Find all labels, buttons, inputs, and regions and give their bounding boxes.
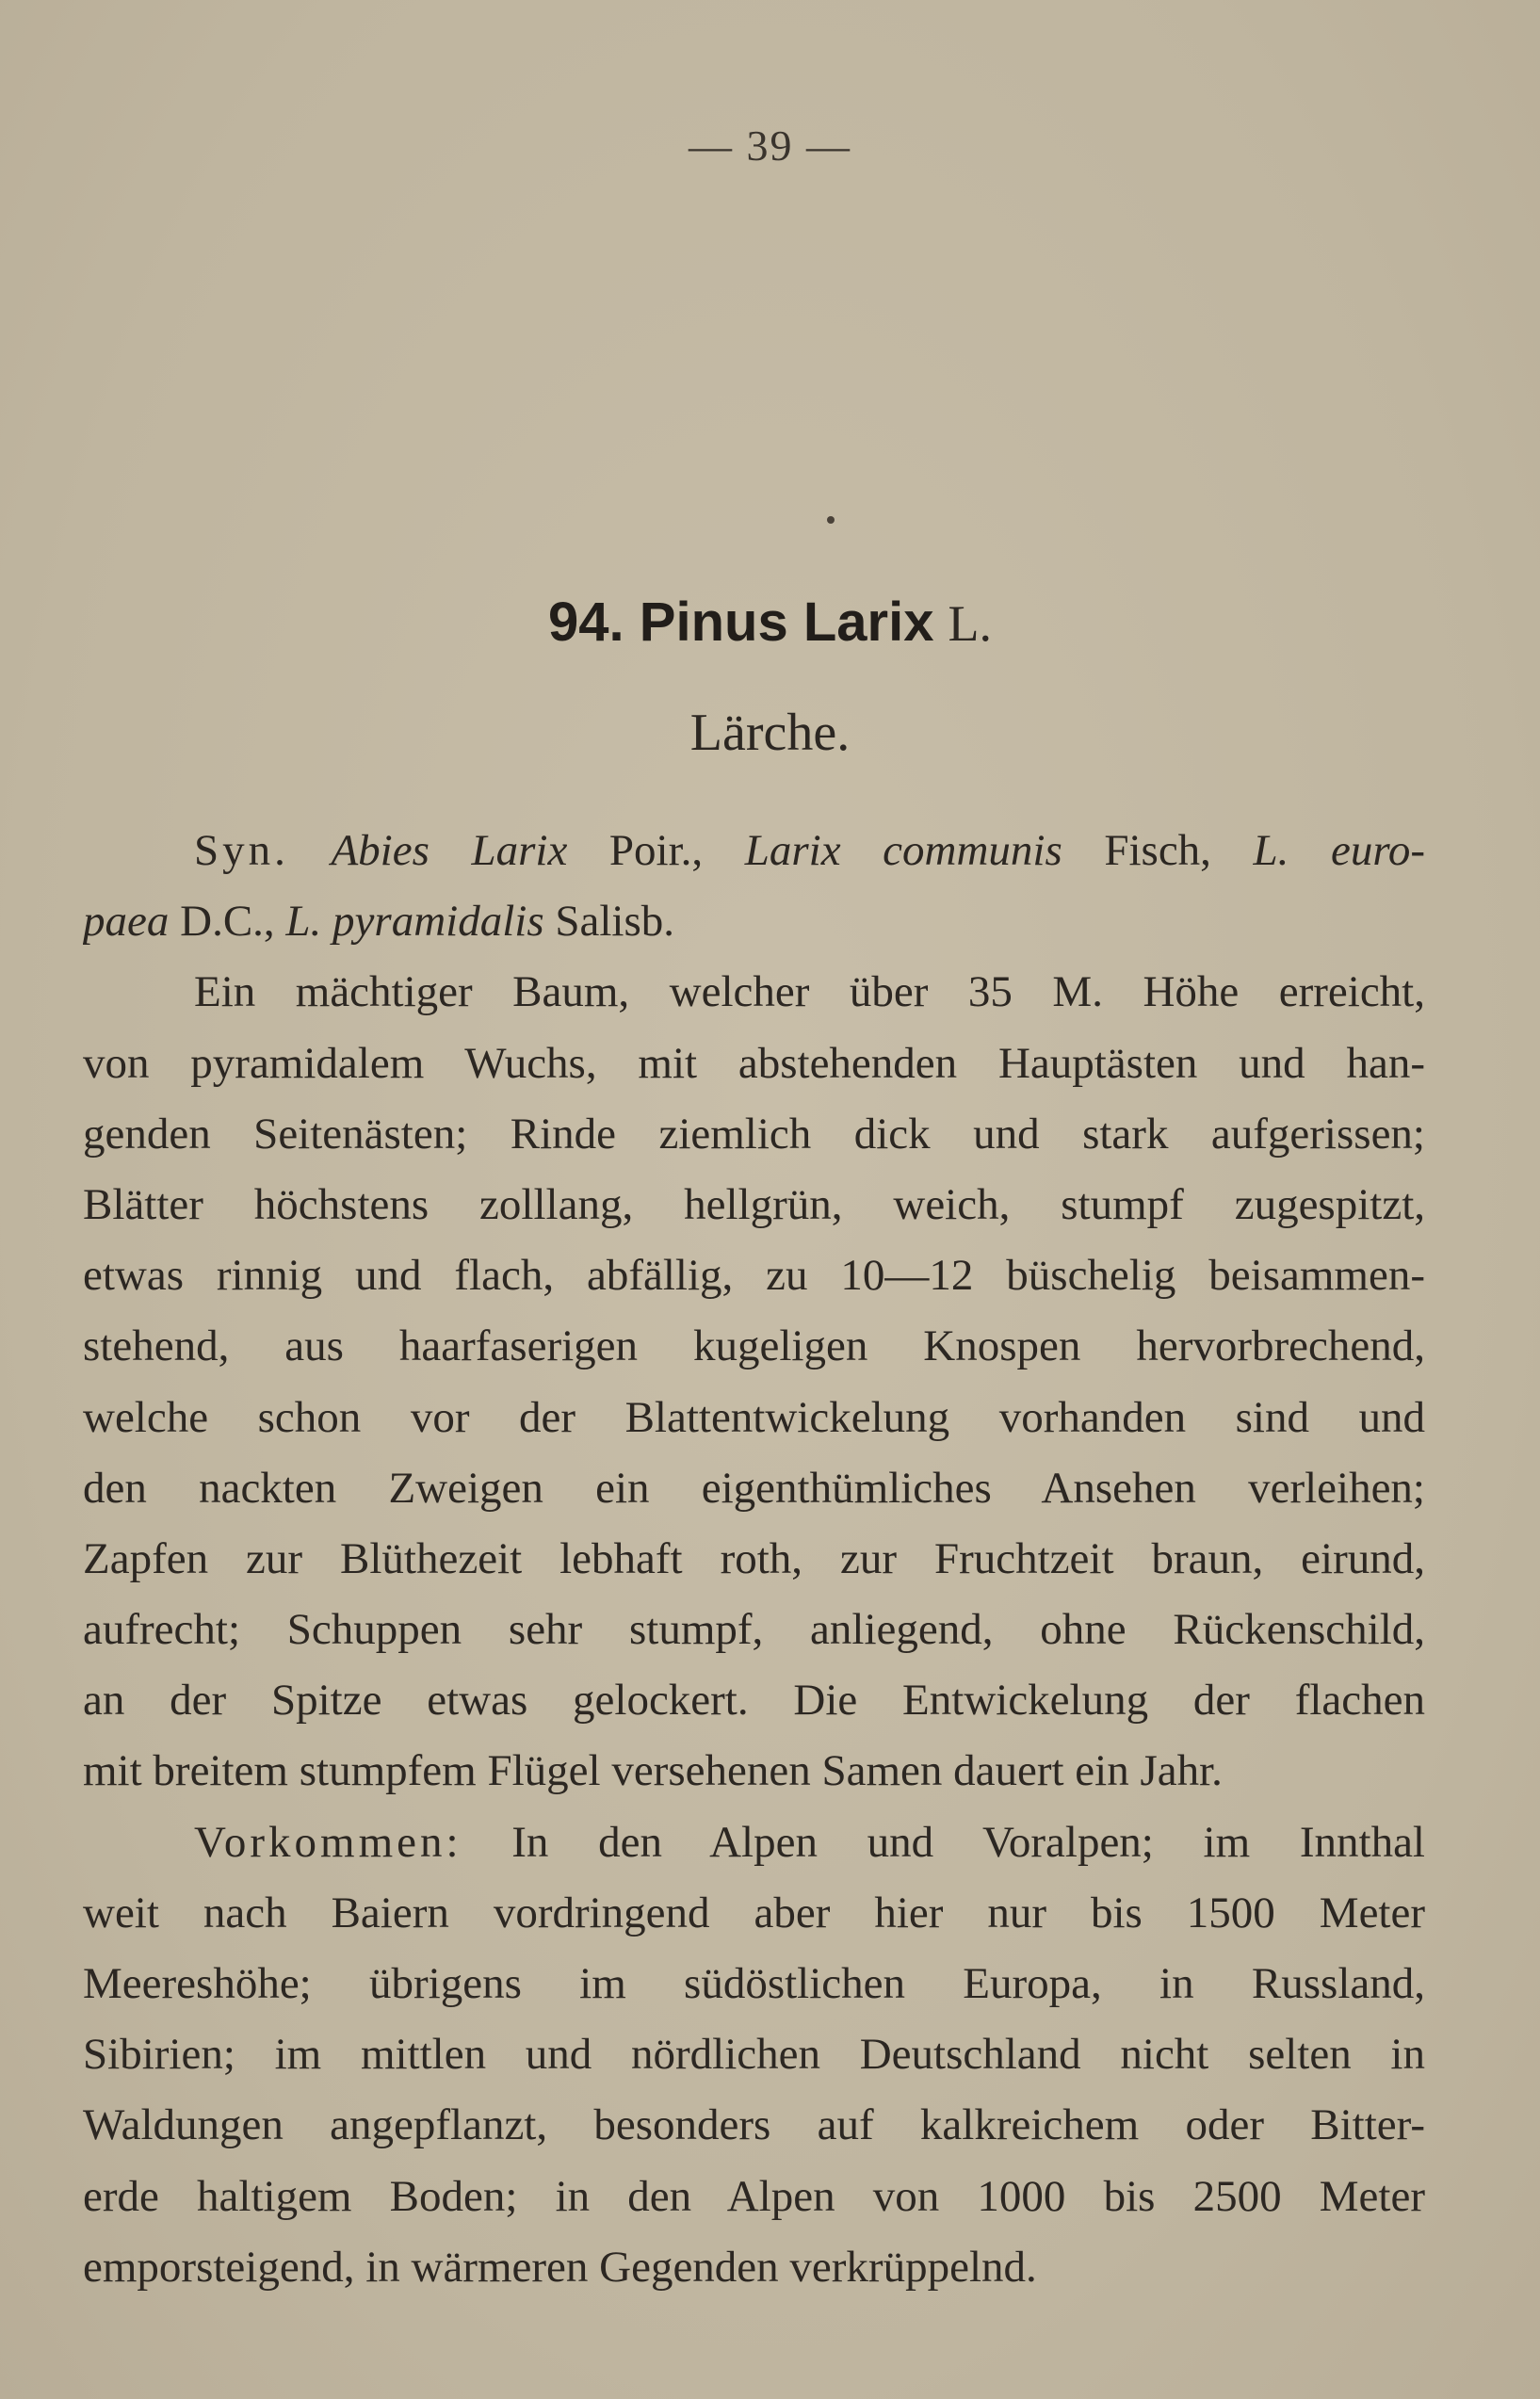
description-line: den nackten Zweigen ein eigenthümliches Ansehen verleihen; [83,1463,1425,1513]
description-line: mit breitem stumpfem Flügel versehenen Samen dauert ein Jahr. [83,1746,1223,1796]
description-line: etwas rinnig und flach, abfällig, zu 10—12 büschelig beisammen- [83,1251,1425,1301]
synonym-name: Abies Larix [331,826,568,875]
species-number-and-name: 94. Pinus Larix [548,592,934,653]
synonym-author: Poir., [608,826,704,875]
description-line: genden Seitenästen; Rinde ziemlich dick und stark aufgerissen; [83,1109,1425,1159]
synonym-author: Fisch, [1104,826,1211,875]
occurrence-label: Vorkommen: [194,1817,462,1867]
description-line: Ein mächtiger Baum, welcher über 35 M. Höhe erreicht, [194,967,1425,1017]
occurrence-line: emporsteigend, in wärmeren Gegenden verkrüppelnd. [83,2242,1037,2292]
print-speck [827,516,835,524]
synonym-author: Salisb. [555,897,675,947]
description-line: an der Spitze etwas gelockert. Die Entwickelung der flachen [83,1676,1425,1726]
occurrence-line: Meereshöhe; übrigens im südöstlichen Europa, in Russland, [83,1959,1425,2008]
species-author: L. [948,595,992,652]
synonym-name: L. pyramidalis [285,897,544,947]
occurrence-line-1 [83,1807,1425,1878]
description-line: stehend, aus haarfaserigen kugeligen Knospen hervorbrechend, [83,1321,1425,1371]
synonyms-line-1 [83,816,1425,886]
body-text [83,816,1425,2303]
occurrence-line: Sibirien; im mittlen und nördlichen Deutschland nicht selten in [83,2030,1425,2080]
occurrence-line: Waldungen angepflanzt, besonders auf kalkreichem oder Bitter- [83,2100,1425,2150]
synonyms-line-2 [83,886,1425,957]
synonym-name: paea [83,897,170,947]
synonyms-label: Syn. [194,826,289,875]
synonym-author: D.C., [180,897,275,947]
description-line: Blätter höchstens zolllang, hellgrün, weich, stumpf zugespitzt, [83,1179,1425,1229]
species-heading [0,586,1540,659]
description-line: welche schon vor der Blattentwickelung vorhanden sind und [83,1392,1425,1442]
occurrence-text: In den Alpen und Voralpen; im Innthal [511,1817,1425,1867]
description-line: Zapfen zur Blüthezeit lebhaft roth, zur Fruchtzeit braun, eirund, [83,1533,1425,1583]
occurrence-line: weit nach Baiern vordringend aber hier nur bis 1500 Meter [83,1888,1425,1937]
page-number: — 39 — [689,122,851,170]
common-name: Lärche. [689,704,851,762]
occurrence-line: erde haltigem Boden; in den Alpen von 1000 bis 2500 Meter [83,2171,1425,2221]
synonym-name: L. euro- [1253,826,1425,875]
description-line: aufrecht; Schuppen sehr stumpf, anliegend, ohne Rückenschild, [83,1605,1425,1655]
synonym-name: Larix communis [744,826,1062,875]
description-line: von pyramidalem Wuchs, mit abstehenden Hauptästen und han- [83,1038,1425,1088]
